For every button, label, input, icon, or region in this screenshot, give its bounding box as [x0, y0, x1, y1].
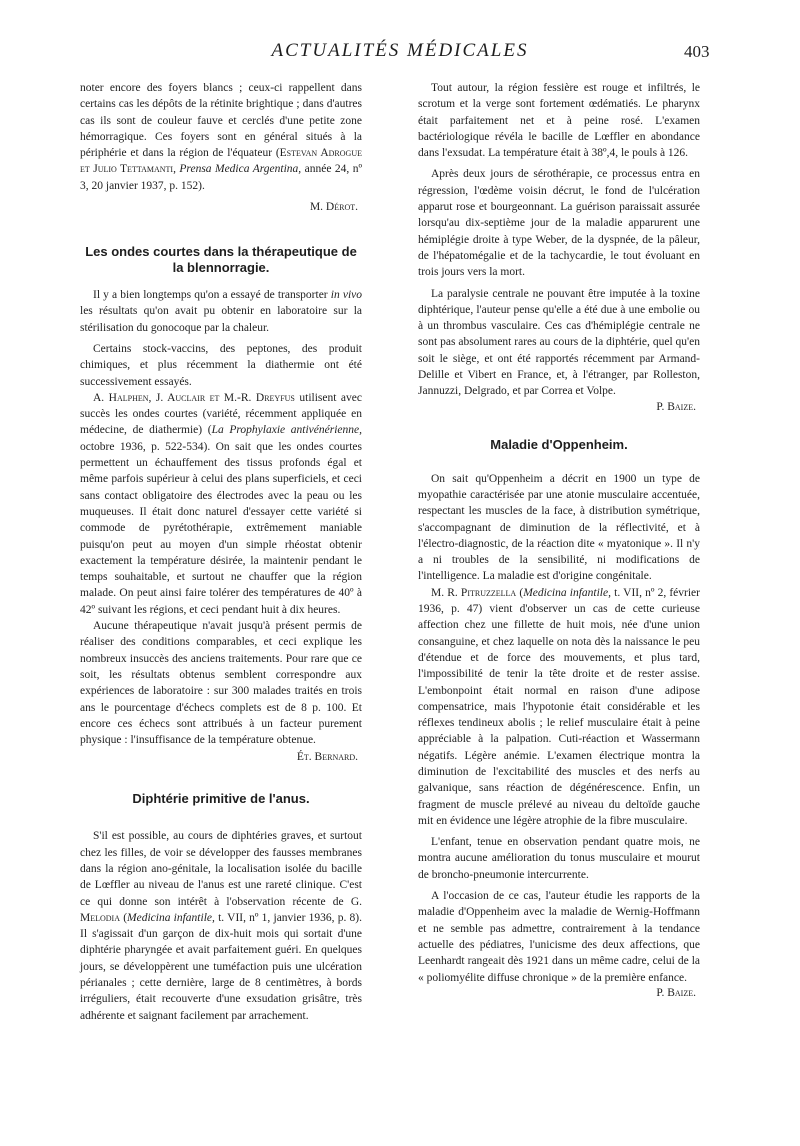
intro-journal: Prensa Medica Argentina, [179, 163, 302, 176]
paragraph: S'il est possible, au cours de diphtéries graves, et surtout chez les filles, de voir se développer des fausses membranes dans la région ano-génitale, la localisation isolée du bacille de Lœffler au niveau de l'anus est une rareté clinique. C'est ce qui donne son intérêt à l'observation récente de G. Melodia (Medicina infantile, t. VII, nº 1, janvier 1936, p. 8). Il s'agissait d'un garçon de dix-huit mois qui sortait d'une diphtérie pharyngée et avait parfaitement guéri. En quelques jours, se développèrent une tuméfaction puis une ulcération périanales ; cette dernière, large de 8 centimètres, à bords irréguliers, était recouverte d'une exsudation grisâtre, très adhérente et saignant facilement par arrachement. [80, 830, 362, 1022]
signature-baize: P. Baize. [656, 400, 696, 413]
page-number: 403 [684, 42, 710, 61]
paragraph: M. R. Pitruzzella (Medicina infantile, t. VII, nº 2, février 1936, p. 47) vient d'observer un cas de cette curieuse affection chez une fillette de huit mois, née d'une union consanguine, et chez laquelle on nota dès la naissance le peu d'étendue et de force des mouvements, et plus tard, l'impossibilité de tenir la tête droite et de rester assise. L'embonpoint était normal en raison d'une adipose compensatrice, mais l'hypotonie était considérable et les réflexes tendineux abolis ; le relief musculaire était à peine appréciable à la palpation. Cuti-réaction et Wassermann négatifs. Légère anémie. L'examen électrique montra la diminution de l'excitabilité des muscles et des nerfs au galvanique, sans réaction de dégénérescence. Enfin, un fragment de muscle prélevé au niveau du deltoïde gauche mit en évidence une légère atrophie de la fibre musculaire. [418, 586, 700, 827]
paragraph: Certains stock-vaccins, des peptones, des produit chimiques, et plus récemment la diathermie ont été successivement essayés. [80, 342, 362, 388]
journal-medicina-infantile: Medicina infantile, [523, 586, 611, 599]
running-title: ACTUALITÉS MÉDICALES [271, 40, 529, 61]
paragraph: A l'occasion de ce cas, l'auteur étudie les rapports de la maladie d'Oppenheim avec la maladie de Wernig-Hoffmann et ne semble pas admettre, contrairement à la tendance actuelle des pédiatres, l'unicisme des deux affections, que Leenhardt rangeait dès 1921 dans un même cadre, celui de la « poliomyélite diffuse chronique » de la première enfance. [418, 890, 700, 984]
left-column [80, 80, 362, 1024]
intro-paragraph: noter encore des foyers blancs ; ceux-ci rappellent dans certains cas les dépôts de la rétinite brightique ; dans d'autres cas ils sont de couleur fauve et cerclés d'une petite zone hémorragique. Ces foyers sont en général situés à la périphérie et dans la région de l'équateur (Estevan Adrogue et Julio Tettamanti, Prensa Medica Argentina, année 24, nº 3, 20 janvier 1937, p. 152). [80, 82, 363, 192]
journal-prophylaxie: La Prophylaxie antivénérienne, [211, 424, 362, 437]
signature-derot: M. Dérot. [309, 201, 358, 214]
author-pitruzzella: M. R. Pitruzzella [431, 586, 517, 599]
paragraph: On sait qu'Oppenheim a décrit en 1900 un type de myopathie caractérisée par une atonie musculaire accentuée, respectant les muscles de la face, à distribution symétrique, s'accompagnant de diminution de la réflectivité, et à l'électro-diagnostic, de la réaction dite « myatonique ». Il n'y a ni troubles de la sensibilité, ni modifications de l'intelligence. La maladie est d'origine congénitale. [418, 472, 700, 583]
intro-authors: Estevan Adrogue et Julio Tettamanti, [80, 147, 362, 176]
paragraph: Aucune thérapeutique n'avait jusqu'à présent permis de réaliser des conditions comparables, et ceci explique les nombreux insuccès des anciens traitements. Pour rare que ce soit, les résultats obtenus semblent correspondre aux expériences de laboratoire : sur 300 malades traités en trois ans le pourcentage d'échecs complets est de 8 p. 100. Et encore ces échecs sont attribués à un facteur purement physique : l'insuffisance de la température obtenue. [80, 620, 362, 747]
journal-medicina-infantile: Medicina infantile, [127, 911, 215, 924]
paragraph: La paralysie centrale ne pouvant être imputée à la toxine diphtérique, l'auteur pense qu'elle a été due à une embolie ou à un thrombus vasculaire. Ces cas d'hémiplégie centrale ne sont pas absolument rares au cours de la diphtérie, quel qu'en soit le siège, et ont été rapportés récemment par Armand-Delille et Vibert en France, et, à l'étranger, par Rolleston, Jannuzzi, Delgrado, et par Correa et Volpe. [418, 287, 700, 398]
authors-halphen: A. Halphen, J. Auclair et M.-R. Dreyfus [93, 391, 295, 404]
paragraph: L'enfant, tenue en observation pendant quatre mois, ne montra aucune amélioration du tonus musculaire et mourut de broncho-pneumonie intercurrente. [418, 836, 700, 881]
heading-oppenheim: Maladie d'Oppenheim. [490, 436, 628, 452]
heading-ondes-courtes: Les ondes courtes dans la thérapeutique de la blennorragie. [85, 244, 357, 276]
author-melodia: G. Melodia [80, 895, 362, 924]
paragraph: Il y a bien longtemps qu'on a essayé de transporter in vivo les résultats qu'on avait pu obtenir en laboratoire sur la stérilisation du gonocoque par la chaleur. [80, 289, 362, 334]
right-column [418, 80, 700, 1001]
signature-bernard: Ét. Bernard. [296, 751, 358, 764]
heading-diphterie: Diphtérie primitive de l'anus. [132, 791, 310, 807]
paragraph: Après deux jours de sérothérapie, ce processus entra en régression, l'œdème voisin décrut, le fond de l'ulcération apparut rose et bourgeonnant. La guérison paraissait assurée lorsqu'au dix-septième jour de la maladie apparurent une hémiplégie droite à type Weber, de la dyspnée, de la pâleur, de l'hépatomégalie et de la tachycardie, le tout évoluant en trois jours vers la mort. [418, 168, 700, 279]
signature-baize: P. Baize. [656, 986, 696, 999]
paragraph: Tout autour, la région fessière est rouge et infiltrés, le scrotum et la verge sont fortement œdématiés. Le pharynx était parfaitement net et à peine rosé. L'examen bactériologique révéla le bacille de Lœffler en abondance dans l'exsudat. La température était à 38º,4, le pouls à 126. [418, 82, 700, 160]
paragraph: A. Halphen, J. Auclair et M.-R. Dreyfus utilisent avec succès les ondes courtes (variété, récemment appliquée en médecine, de diathermie) (La Prophylaxie antivénérienne, octobre 1936, p. 522-534). On sait que les ondes courtes permettent un échauffement des tissus profonds égal et même parfois supérieur à celui des plans superficiels, et ceci sans contact obligatoire des électrodes avec la peau ou les muqueuses. Il était donc naturel d'essayer cette variété si commode de pyrétothérapie, extrêmement maniable puisqu'on peut au moyen d'un simple rhéostat obtenir exactement la température désirée, la maintenir pendant le temps souhaitable, et surtout ne chauffer que la région malade. On peut ainsi faire tolérer des températures de 40º à 42º suivant les régions, et ceci pendant huit à dix heures. [80, 391, 362, 616]
